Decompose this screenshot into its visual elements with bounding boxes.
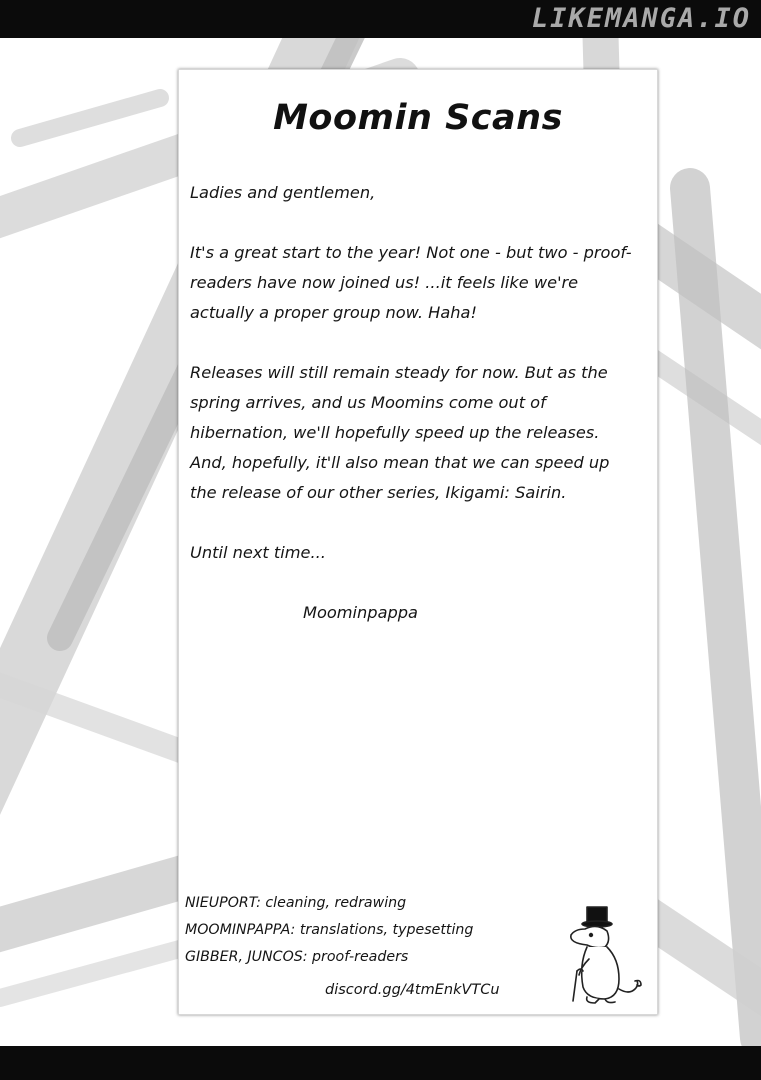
credit-line <box>185 890 473 917</box>
site-watermark: LIKEMANGA.IO <box>531 3 751 34</box>
sign-off-text: Until next time... <box>190 543 326 562</box>
credit-role: proof-readers <box>307 949 409 965</box>
announcement-card <box>178 69 658 1015</box>
credit-name: GIBBER, JUNCOS: <box>185 949 308 965</box>
credit-line <box>185 944 473 971</box>
credit-role: cleaning, redrawing <box>260 895 407 911</box>
credit-name: NIEUPORT: <box>185 895 261 911</box>
signature-text: Moominpappa <box>303 603 418 622</box>
paragraph-2: Releases will still remain steady for now. But as the spring arrives, and us Moomins come out of hibernation, we'll hopefully speed up the releases. And, hopefully, it'll also mean that we can speed up the release of our other series, Ikigami: Sairin. <box>190 363 610 502</box>
credit-name: MOOMINPAPPA: <box>185 922 296 938</box>
discord-link[interactable]: discord.gg/4tmEnkVTCu <box>325 982 500 998</box>
credits-list <box>185 890 473 971</box>
moominpappa-mascot-icon <box>565 905 645 1005</box>
top-banner <box>0 0 761 38</box>
greeting-text: Ladies and gentlemen, <box>190 183 376 202</box>
paragraph-1: It's a great start to the year! Not one - but two - proof-readers have now joined us! ...it feels like we're actually a proper group now. Haha! <box>190 243 632 322</box>
credit-role: translations, typesetting <box>295 922 474 938</box>
bottom-banner <box>0 1046 761 1080</box>
card-title: Moomin Scans <box>273 98 563 138</box>
credit-line <box>185 917 473 944</box>
